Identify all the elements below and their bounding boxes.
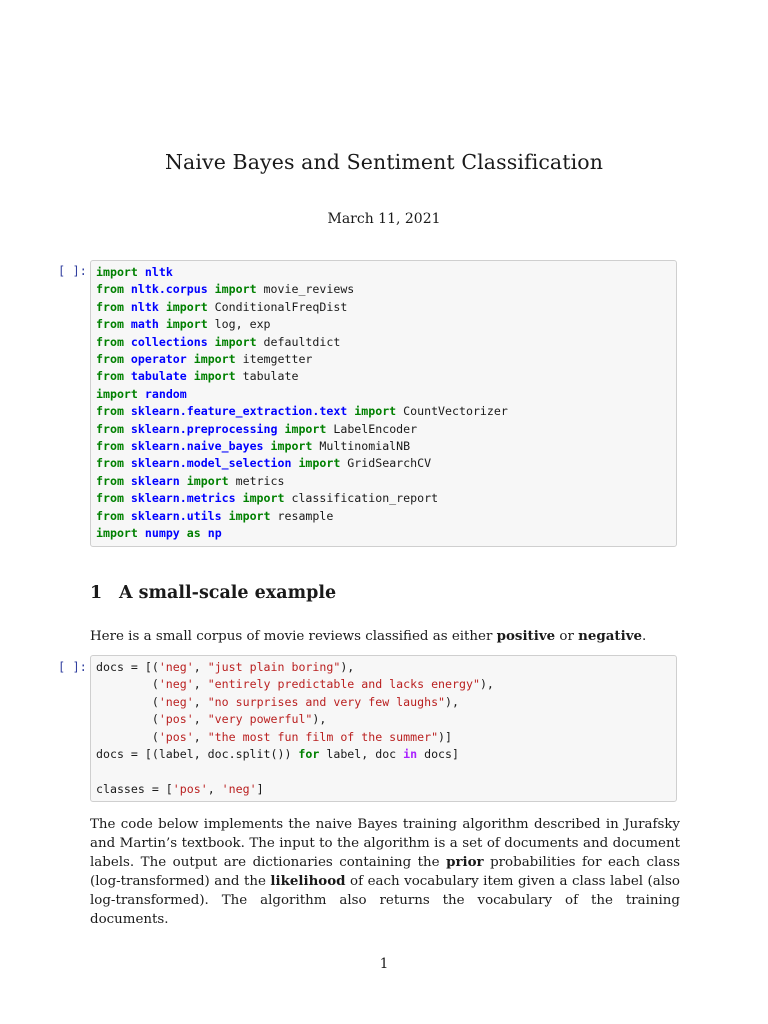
code-text: , xyxy=(193,660,208,674)
code-text: , xyxy=(193,712,208,727)
module-token: nltk.corpus xyxy=(130,282,208,297)
code-text xyxy=(124,282,131,296)
code-text: ( xyxy=(96,694,159,709)
code-text xyxy=(264,439,271,453)
keyword-token: from xyxy=(96,421,124,436)
module-token: np xyxy=(207,526,222,541)
keyword-token: import xyxy=(96,526,138,541)
code-text xyxy=(180,474,187,488)
string-token: "the most fun film of the summer" xyxy=(207,729,439,744)
string-token: "just plain boring" xyxy=(207,660,341,674)
code-text xyxy=(124,491,131,505)
keyword-token: import xyxy=(193,369,236,384)
code-text: ), xyxy=(445,694,459,709)
string-token: 'neg' xyxy=(221,781,257,796)
module-token: random xyxy=(144,386,187,401)
code-text: label, doc xyxy=(319,747,404,762)
code-block xyxy=(96,264,671,543)
module-token: collections xyxy=(130,334,208,349)
bold-term: likelihood xyxy=(270,873,346,889)
keyword-token: for xyxy=(298,747,320,762)
code-text: ] xyxy=(256,781,264,796)
keyword-token: import xyxy=(96,386,138,401)
code-text xyxy=(180,526,187,540)
code-text xyxy=(124,317,131,331)
keyword-token: from xyxy=(96,456,124,471)
string-token: 'pos' xyxy=(172,781,208,796)
string-token: "very powerful" xyxy=(207,712,313,727)
keyword-token: import xyxy=(354,404,397,419)
code-text: ConditionalFreqDist xyxy=(207,299,348,314)
code-text xyxy=(208,282,215,296)
code-text: classes = [ xyxy=(96,781,173,796)
code-text xyxy=(159,317,166,331)
description-paragraph xyxy=(90,815,680,929)
section-heading xyxy=(90,583,336,603)
code-text: , xyxy=(193,694,208,709)
code-text: , xyxy=(193,677,208,692)
code-text: resample xyxy=(270,508,334,523)
bold-term: prior xyxy=(446,854,484,870)
code-text: ( xyxy=(96,729,159,744)
code-text: ), xyxy=(340,660,355,674)
module-token: sklearn.utils xyxy=(130,508,222,523)
keyword-token: import xyxy=(214,282,257,297)
keyword-token: import xyxy=(228,508,271,523)
code-cell-imports[interactable] xyxy=(90,260,677,547)
code-text: )] xyxy=(438,729,453,744)
code-text: docs = [(label, doc.split()) xyxy=(96,747,299,762)
code-text: metrics xyxy=(228,473,285,488)
string-token: 'pos' xyxy=(158,712,194,727)
code-text xyxy=(187,369,194,383)
code-text xyxy=(138,526,145,540)
section-title: A small-scale example xyxy=(119,583,337,603)
module-token: operator xyxy=(130,352,187,367)
code-text xyxy=(138,387,145,401)
string-token: 'pos' xyxy=(158,729,194,744)
module-token: tabulate xyxy=(130,369,187,384)
cell-prompt: [ ]: xyxy=(58,660,87,674)
cell-prompt: [ ]: xyxy=(58,264,87,278)
code-text xyxy=(124,369,131,383)
code-text: defaultdict xyxy=(256,334,341,349)
code-text xyxy=(138,265,145,279)
code-text xyxy=(124,474,131,488)
module-token: nltk xyxy=(144,265,173,279)
keyword-token: import xyxy=(96,265,138,279)
code-text xyxy=(201,526,208,540)
string-token: "entirely predictable and lacks energy" xyxy=(207,677,480,692)
code-text xyxy=(124,335,131,349)
bold-term: positive xyxy=(496,628,556,644)
code-text xyxy=(124,422,131,436)
string-token: 'neg' xyxy=(158,660,194,674)
section-number: 1 xyxy=(90,583,103,603)
keyword-token: import xyxy=(165,299,208,314)
code-text: ( xyxy=(96,677,159,692)
code-text: , xyxy=(207,781,222,796)
keyword-token: from xyxy=(96,299,124,314)
code-cell-docs[interactable] xyxy=(90,655,677,802)
string-token: "no surprises and very few laughs" xyxy=(207,694,446,709)
code-text: ), xyxy=(479,677,494,692)
keyword-token: import xyxy=(186,473,229,488)
keyword-token: from xyxy=(96,404,124,419)
module-token: sklearn xyxy=(130,473,180,488)
document-date: March 11, 2021 xyxy=(327,211,441,227)
keyword-token: from xyxy=(96,282,124,297)
paragraph-text: of each vocabulary item given a class label (also log-transformed). The algorithm also returns the vocabulary of the training documents. xyxy=(90,874,680,927)
keyword-token: import xyxy=(214,334,257,349)
code-text: , xyxy=(193,729,208,744)
code-text: docs] xyxy=(417,747,459,762)
keyword-token: import xyxy=(193,352,236,367)
module-token: sklearn.naive_bayes xyxy=(130,439,264,454)
keyword-token: from xyxy=(96,473,124,488)
keyword-token: import xyxy=(242,491,285,506)
code-text: docs = [( xyxy=(96,660,159,674)
code-text xyxy=(124,456,131,470)
intro-paragraph xyxy=(90,627,680,646)
module-token: numpy xyxy=(144,526,180,541)
code-text xyxy=(124,439,131,453)
paragraph-text: . xyxy=(642,629,647,644)
paragraph-text: Here is a small corpus of movie reviews classified as either xyxy=(90,629,497,644)
code-text xyxy=(124,404,131,418)
code-text: ), xyxy=(312,712,327,727)
module-token: sklearn.metrics xyxy=(130,491,236,506)
code-text xyxy=(124,509,131,523)
string-token: 'neg' xyxy=(158,694,194,709)
code-text: movie_reviews xyxy=(256,282,355,297)
module-token: sklearn.preprocessing xyxy=(130,421,278,436)
keyword-token: import xyxy=(165,317,208,332)
keyword-token: from xyxy=(96,439,124,454)
code-text: classification_report xyxy=(284,491,439,506)
code-text: CountVectorizer xyxy=(396,404,508,419)
keyword-token: import xyxy=(270,439,313,454)
keyword-token: from xyxy=(96,334,124,349)
module-token: sklearn.model_selection xyxy=(130,456,292,471)
paragraph-text: The code below implements the naive Bayes training algorithm described in Jurafsky and Martin’s textbook. The input to the algorithm is a set of documents and document labels. The output are dictionaries containing the xyxy=(90,817,680,870)
code-text xyxy=(208,335,215,349)
code-text xyxy=(159,300,166,314)
document-title: Naive Bayes and Sentiment Classification xyxy=(165,150,603,174)
code-text: LabelEncoder xyxy=(326,421,418,436)
bold-term: negative xyxy=(578,628,642,644)
keyword-token: import xyxy=(284,421,327,436)
code-text: MultinomialNB xyxy=(312,439,411,454)
code-text: ( xyxy=(96,712,159,727)
code-text xyxy=(187,352,194,366)
code-text xyxy=(124,352,131,366)
module-token: math xyxy=(130,317,159,332)
operator-token: in xyxy=(403,747,418,762)
paragraph-text: probabilities for each class (log-transformed) and the xyxy=(90,855,680,889)
keyword-token: from xyxy=(96,508,124,523)
code-block xyxy=(96,659,671,798)
code-text: tabulate xyxy=(235,369,299,384)
module-token: nltk xyxy=(130,299,159,314)
keyword-token: from xyxy=(96,491,124,506)
keyword-token: from xyxy=(96,317,124,332)
code-text xyxy=(222,509,229,523)
keyword-token: import xyxy=(298,456,341,471)
keyword-token: as xyxy=(186,526,201,541)
code-text xyxy=(124,300,131,314)
code-text xyxy=(236,491,243,505)
module-token: sklearn.feature_extraction.text xyxy=(130,404,348,419)
code-text: log, exp xyxy=(207,317,271,332)
keyword-token: from xyxy=(96,369,124,384)
page-number: 1 xyxy=(379,956,389,972)
code-text: itemgetter xyxy=(235,352,313,367)
code-text: GridSearchCV xyxy=(340,456,432,471)
paragraph-text: or xyxy=(555,629,579,644)
keyword-token: from xyxy=(96,352,124,367)
string-token: 'neg' xyxy=(158,677,194,692)
